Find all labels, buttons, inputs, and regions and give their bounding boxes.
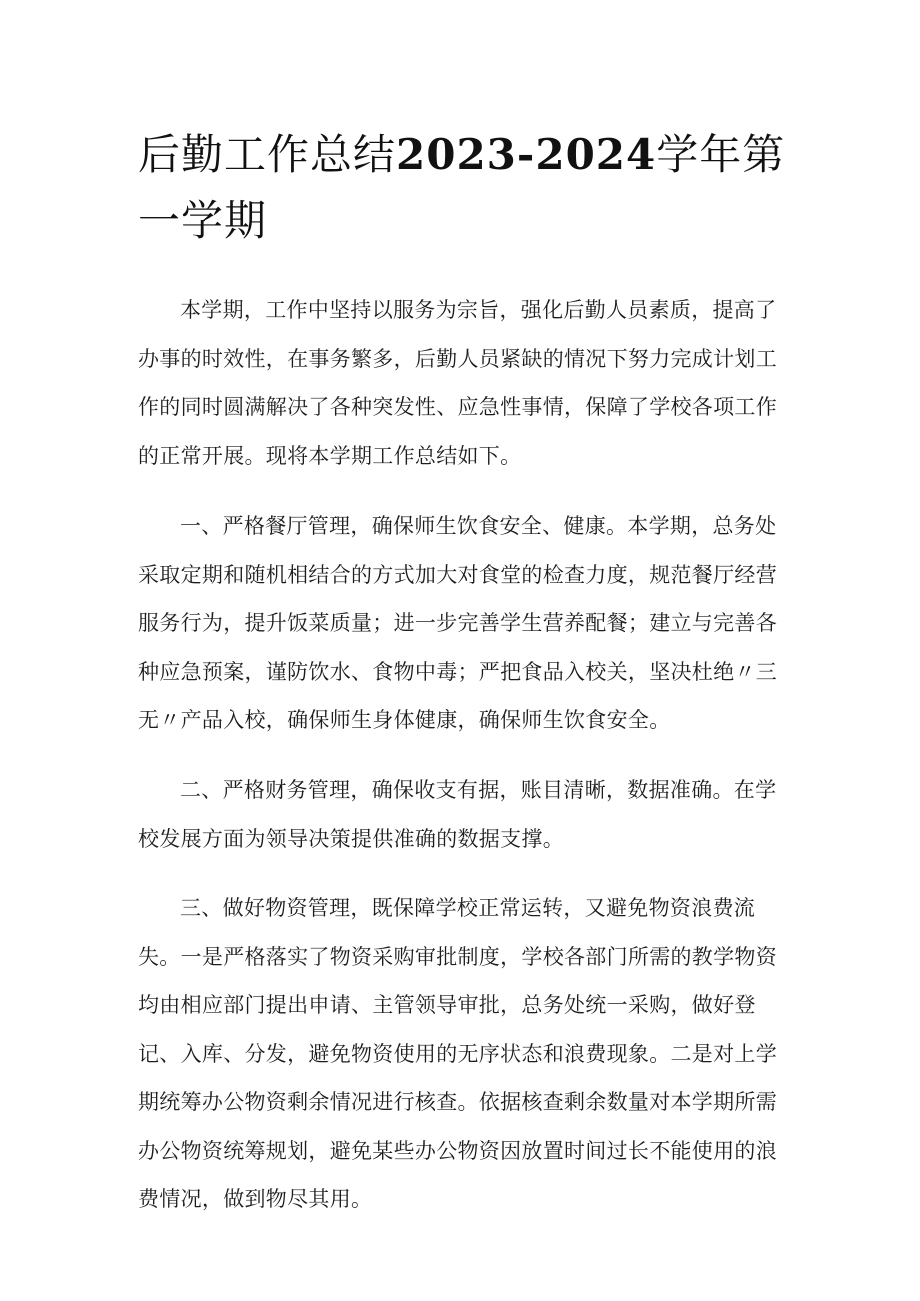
title-text-pre: 后勤工作总结 [138,130,397,179]
section-canteen-paragraph: 一、严格餐厅管理，确保师生饮食安全、健康。本学期，总务处采取定期和随机相结合的方式加大对食堂的检查力度，规范餐厅经营服务行为，提升饭菜质量；进一步完善学生营养配餐；建立与完善各种应急预案，谨防饮水、食物中毒；严把食品入校关，坚决杜绝〃三无〃产品入校，确保师生身体健康，确保师生饮食安全。 [138,514,777,732]
intro-paragraph: 本学期，工作中坚持以服务为宗旨，强化后勤人员素质，提高了办事的时效性，在事务繁多，后勤人员紧缺的情况下努力完成计划工作的同时圆满解决了各种突发性、应急性事情，保障了学校各项工作的正常开展。现将本学期工作总结如下。 [138,298,777,468]
section-supplies-paragraph: 三、做好物资管理，既保障学校正常运转，又避免物资浪费流失。一是严格落实了物资采购审批制度，学校各部门所需的教学物资均由相应部门提出申请、主管领导审批，总务处统一采购，做好登记、入库、分发，避免物资使用的无序状态和浪费现象。二是对上学期统筹办公物资剩余情况进行核查。依据核查剩余数量对本学期所需办公物资统筹规划，避免某些办公物资因放置时间过长不能使用的浪费情况，做到物尽其用。 [138,896,777,1211]
document-title [138,122,788,254]
section-finance-paragraph: 二、严格财务管理，确保收支有据，账目清晰，数据准确。在学校发展方面为领导决策提供准确的数据支撑。 [138,778,777,851]
title-year: 2023-2024 [396,130,657,179]
title-text-post: 学年第一学期 [138,130,786,245]
